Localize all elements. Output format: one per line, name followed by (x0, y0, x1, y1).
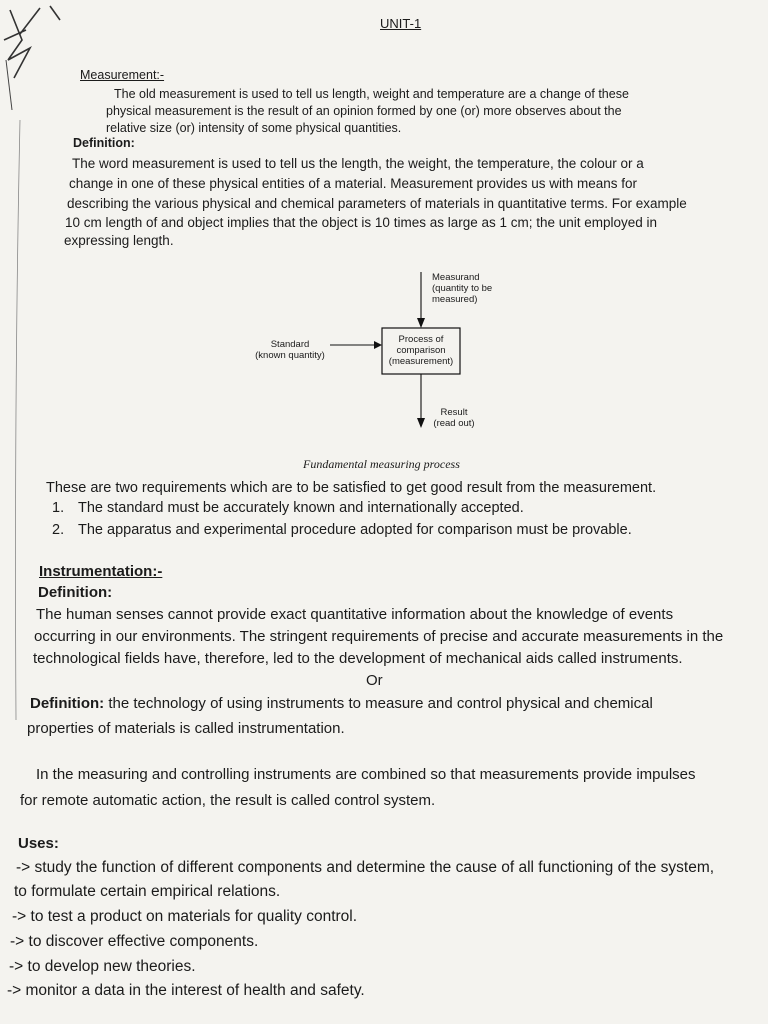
requirements-intro: These are two requirements which are to be satisfied to get good result from the measurement. (46, 480, 657, 496)
control-line-1: In the measuring and controlling instruments are combined so that measurements provide impulses (36, 766, 696, 783)
requirement-item-1 (52, 497, 524, 519)
instrumentation-definition-label: Definition: (38, 584, 113, 601)
result-line: Result (440, 407, 468, 418)
process-label (382, 334, 460, 367)
definition-2-label: Definition: (30, 695, 105, 712)
process-line: Process of (398, 334, 444, 345)
process-line: (measurement) (388, 356, 454, 367)
standard-line: (known quantity) (255, 350, 325, 361)
measurand-arrowhead (417, 318, 425, 328)
requirement-number: 2. (52, 522, 65, 538)
measurement-line-3: relative size (or) intensity of some physical quantities. (106, 121, 402, 135)
uses-item: to formulate certain empirical relations. (14, 883, 281, 900)
result-arrowhead (417, 418, 425, 428)
measurand-line: (quantity to be (432, 283, 493, 294)
margin-mark (6, 60, 12, 110)
definition-2-line-1 (30, 693, 653, 715)
uses-item: -> study the function of different components and determine the cause of all functioning of the system, (16, 859, 715, 876)
definition-line-3: describing the various physical and chemical parameters of materials in quantitative terms. For example (67, 196, 687, 211)
instrumentation-line-3: technological fields have, therefore, led to the development of mechanical aids called instruments. (33, 650, 683, 667)
definition-line-4: 10 cm length of and object implies that the object is 10 times as large as 1 cm; the unit employed in (65, 215, 658, 230)
uses-item: -> monitor a data in the interest of health and safety. (7, 982, 365, 999)
requirement-text: The standard must be accurately known and internationally accepted. (78, 500, 524, 516)
measurement-line-2: physical measurement is the result of an opinion formed by one (or) more observes about the (106, 104, 622, 118)
standard-line: Standard (270, 339, 310, 350)
uses-heading: Uses: (18, 835, 59, 852)
standard-label (248, 339, 332, 361)
process-line: comparison (396, 345, 446, 356)
standard-arrowhead (374, 341, 382, 349)
measurand-label (432, 272, 492, 305)
uses-item: -> to discover effective components. (10, 933, 259, 950)
diagram-caption: Fundamental measuring process (303, 457, 460, 471)
measurand-line: Measurand (432, 272, 480, 283)
measurement-heading: Measurement:- (80, 68, 165, 82)
instrumentation-line-2: occurring in our environments. The stringent requirements of precise and accurate measurements in the (34, 628, 724, 645)
requirement-item-2 (52, 519, 632, 541)
instrumentation-heading: Instrumentation:- (39, 563, 163, 580)
measurement-line-1: The old measurement is used to tell us length, weight and temperature are a change of these (114, 87, 629, 101)
measurand-line: measured) (432, 294, 478, 305)
result-line: (read out) (433, 418, 475, 429)
unit-title: UNIT-1 (380, 16, 422, 31)
definition-2-text: the technology of using instruments to measure and control physical and chemical (108, 695, 653, 712)
or-separator: Or (366, 672, 383, 689)
definition-line-2: change in one of these physical entities of a material. Measurement provides us with means for (69, 176, 638, 191)
result-label (428, 407, 480, 429)
instrumentation-line-1: The human senses cannot provide exact quantitative information about the knowledge of events (36, 606, 674, 623)
uses-item: -> to test a product on materials for quality control. (12, 908, 358, 925)
scribble-mark (4, 6, 60, 78)
definition-2-line-2: properties of materials is called instrumentation. (27, 720, 345, 737)
measurement-definition-label: Definition: (73, 136, 135, 150)
definition-line-1: The word measurement is used to tell us the length, the weight, the temperature, the colour or a (72, 156, 644, 171)
uses-item: -> to develop new theories. (9, 958, 196, 975)
control-line-2: for remote automatic action, the result is called control system. (20, 792, 436, 809)
margin-line (16, 120, 21, 720)
definition-line-5: expressing length. (64, 233, 174, 248)
requirement-text: The apparatus and experimental procedure adopted for comparison must be provable. (78, 522, 632, 538)
requirement-number: 1. (52, 500, 65, 516)
